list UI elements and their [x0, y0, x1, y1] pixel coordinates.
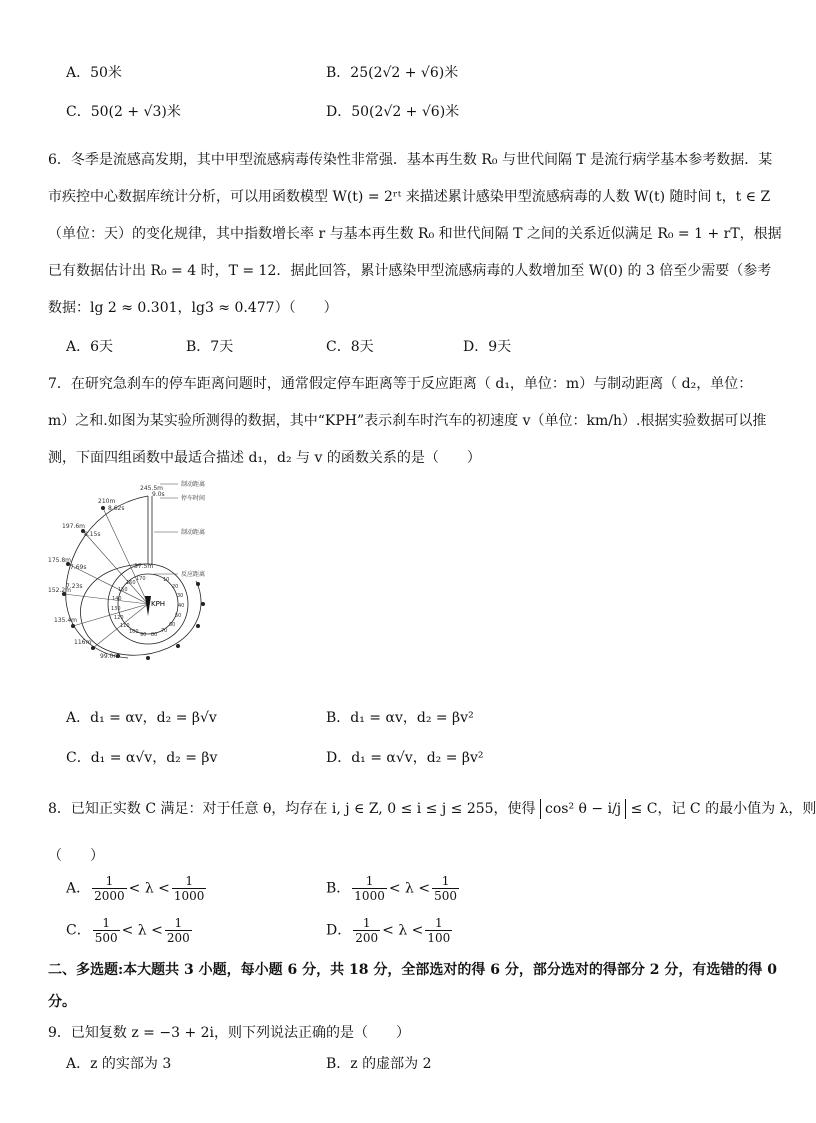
- svg-text:60: 60: [169, 622, 176, 628]
- q8-prefix: 8．已知正实数 C 满足：对于任意 θ，均存在 i, j ∈ Z, 0 ≤ i ≤ j ≤ 255，使得: [48, 801, 536, 817]
- label-815: 8.15s: [84, 531, 101, 538]
- q7-line-1: 7．在研究急刹车的停车距离问题时，通常假定停车距离等于反应距离（ d₁，单位：m）与制动距离（ d₂，单位：: [48, 376, 753, 392]
- section2-line-1: 二、多选题:本大题共 3 小题，每小题 6 分，共 18 分，全部选对的得 6 分，部分选对的得部分 2 分，有选错的得 0: [48, 962, 777, 978]
- q5-option-d: D．50(2√2 + √6)米: [326, 104, 460, 120]
- q6-option-a: A．6天: [66, 339, 114, 355]
- label-116: 116m: [74, 639, 92, 646]
- figure-legend: [181, 480, 205, 578]
- q9-option-b: B．z 的虚部为 2: [326, 1056, 432, 1072]
- q8-option-d: D． $\frac{1}{200}$ < λ < $\frac{1}{100}$: [326, 916, 451, 945]
- label-769: 7.69s: [70, 564, 87, 571]
- stopping-distance-figure: [48, 476, 248, 666]
- q9-stem: 9．已知复数 z = −3 + 2i，则下列说法正确的是（ ）: [48, 1025, 411, 1041]
- label-1354: 135.4m: [54, 617, 78, 624]
- legend-braking-distance-2: 制动距离: [181, 529, 206, 536]
- label-375: 37.5m: [134, 563, 154, 570]
- section2-line-2: 分。: [48, 994, 76, 1010]
- svg-text:150: 150: [118, 587, 128, 593]
- q7-option-c: C．d₁ = α√v，d₂ = βv: [66, 750, 218, 766]
- q6-option-b: B．7天: [186, 339, 234, 355]
- q6-line-5: 数据：lg 2 ≈ 0.301，lg3 ≈ 0.477）（ ）: [48, 300, 338, 316]
- q8-abs-expression: cos² θ − i/j: [540, 799, 626, 819]
- q7-line-3: 测，下面四组函数中最适合描述 d₁，d₂ 与 v 的函数关系的是（ ）: [48, 450, 481, 466]
- svg-text:70: 70: [161, 628, 168, 634]
- svg-text:120: 120: [114, 615, 124, 621]
- label-245: 245.5m: [140, 485, 164, 492]
- q6-line-4: 已有数据估计出 R₀ = 4 时，T = 12．据此回答，累计感染甲型流感病毒的人数增加至 W(0) 的 3 倍至少需要（参考: [48, 263, 772, 279]
- svg-text:160: 160: [126, 580, 136, 586]
- q9-option-a: A．z 的实部为 3: [66, 1056, 172, 1072]
- section-multiple-choice-heading: [48, 954, 777, 1018]
- q5-option-a: A．50米: [66, 65, 122, 81]
- q5-option-c: C．50(2 + √3)米: [66, 104, 181, 120]
- label-1522: 152.2m: [48, 587, 72, 594]
- q8-option-c: C． $\frac{1}{500}$ < λ < $\frac{1}{200}$: [66, 916, 190, 945]
- svg-text:140: 140: [112, 596, 122, 602]
- q6-line-3: （单位：天）的变化规律，其中指数增长率 r 与基本再生数 R₀ 和世代间隔 T 之间的关系近似满足 R₀ = 1 + rT，根据: [48, 226, 782, 242]
- svg-text:130: 130: [111, 606, 121, 612]
- q7-option-a: A．d₁ = αv，d₂ = β√v: [66, 710, 217, 726]
- svg-text:80: 80: [151, 632, 158, 638]
- q6-option-d: D．9天: [463, 339, 512, 355]
- svg-text:40: 40: [178, 603, 185, 609]
- q7-line-2: m）之和.如图为某实验所测得的数据，其中“KPH”表示刹车时汽车的初速度 v（单位：km/h）.根据实验数据可以推: [48, 413, 767, 429]
- svg-text:110: 110: [120, 623, 130, 629]
- q6-line-1: 6．冬季是流感高发期，其中甲型流感病毒传染性非常强．基本再生数 R₀ 与世代间隔 T 是流行病学基本参考数据．某: [48, 152, 773, 168]
- svg-text:30: 30: [177, 593, 184, 599]
- q8-paren: （ ）: [48, 848, 104, 864]
- label-862: 8.62s: [108, 505, 125, 512]
- question-6: [48, 142, 782, 327]
- q6-option-c: C．8天: [326, 339, 374, 355]
- label-723: 7.23s: [66, 583, 83, 590]
- q5-option-b: B．25(2√2 + √6)米: [326, 65, 459, 81]
- svg-text:100: 100: [129, 629, 139, 635]
- label-1758: 175.8m: [48, 557, 72, 564]
- label-1976: 197.6m: [62, 523, 86, 530]
- svg-text:170: 170: [136, 576, 146, 582]
- svg-text:90: 90: [140, 632, 147, 638]
- label-9s: 9.0s: [152, 491, 165, 498]
- q8-option-b: B． $\frac{1}{1000}$ < λ < $\frac{1}{500}$: [326, 874, 457, 903]
- legend-reaction-distance: 反应距离: [181, 571, 206, 578]
- svg-text:20: 20: [172, 584, 179, 590]
- q8-stem: [48, 798, 816, 819]
- label-99: 99.0m: [100, 653, 120, 660]
- question-7: [48, 366, 767, 477]
- svg-text:50: 50: [175, 613, 182, 619]
- legend-braking-distance: 制动距离: [181, 481, 206, 488]
- q6-line-2: 市疾控中心数据库统计分析，可以用函数模型 W(t) = 2ʳᵗ 来描述累计感染甲型流感病毒的人数 W(t) 随时间 t，t ∈ Z: [48, 189, 771, 205]
- kph-label: KPH: [151, 600, 166, 608]
- svg-text:10: 10: [163, 577, 170, 583]
- label-210: 210m: [98, 498, 116, 505]
- q7-option-d: D．d₁ = α√v，d₂ = βv²: [326, 750, 484, 766]
- q8-option-a: A． $\frac{1}{2000}$ < λ < $\frac{1}{1000}$: [66, 874, 205, 903]
- legend-stopping-time: 停车时间: [181, 495, 206, 502]
- q7-option-b: B．d₁ = αv，d₂ = βv²: [326, 710, 474, 726]
- q8-suffix: ≤ C，记 C 的最小值为 λ，则: [630, 801, 816, 817]
